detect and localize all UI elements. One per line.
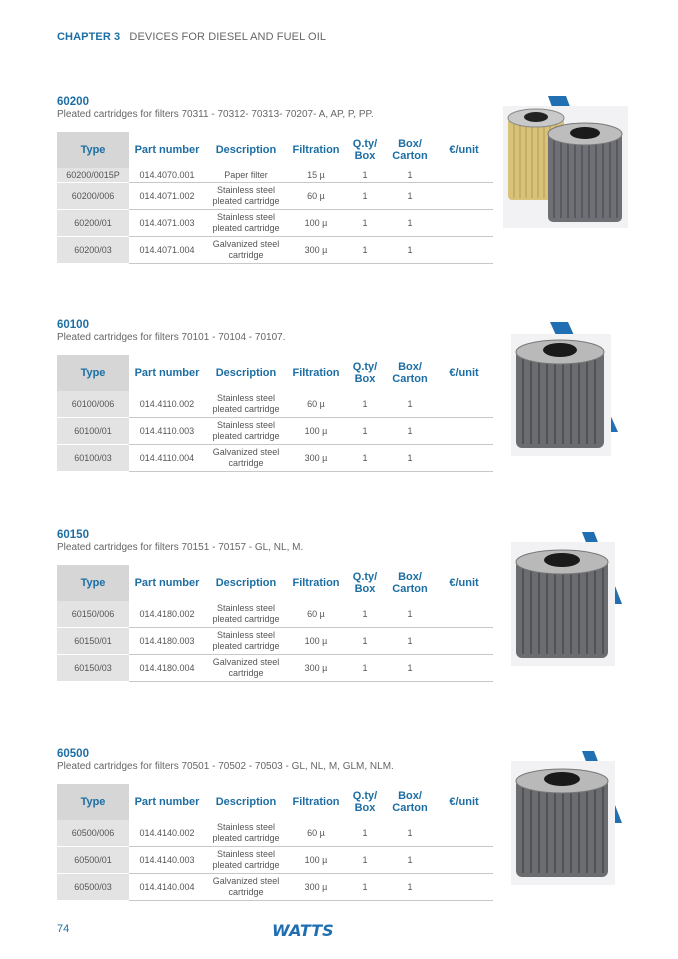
filter-cartridge-icon [500, 96, 633, 230]
description-header: Description [215, 367, 277, 379]
chapter-title: DEVICES FOR DIESEL AND FUEL OIL [129, 31, 327, 43]
filtration-cell: 300 µ [287, 445, 345, 472]
table-row [57, 183, 493, 210]
box-carton-cell: 1 [385, 183, 435, 210]
part-number-cell: 014.4140.002 [129, 820, 205, 847]
spec-table [57, 565, 493, 682]
description-cell: Stainless steel pleated cartridge [205, 418, 287, 445]
page-number: 74 [57, 923, 70, 935]
filtration-cell: 60 µ [287, 820, 345, 847]
table-row [57, 655, 493, 682]
price-cell [435, 391, 493, 418]
spec-table [57, 784, 493, 901]
price-cell [435, 874, 493, 901]
description-header: Description [215, 144, 277, 156]
table-row [57, 847, 493, 874]
filtration-cell: 100 µ [287, 628, 345, 655]
table-row [57, 391, 493, 418]
type-cell: 60100/03 [57, 445, 129, 472]
type-header: Type [57, 355, 129, 391]
section-code: 60200 [57, 96, 89, 108]
description-cell: Stainless steel pleated cartridge [205, 210, 287, 237]
type-cell: 60200/0015P [57, 168, 129, 183]
price-cell [435, 601, 493, 628]
filter-cartridge-icon [508, 322, 620, 458]
box-carton-cell: 1 [385, 820, 435, 847]
section-subtitle: Pleated cartridges for filters 70101 - 70104 - 70107. [57, 332, 286, 343]
description-cell: Stainless steel pleated cartridge [205, 628, 287, 655]
section-code: 60500 [57, 748, 89, 760]
section-code: 60100 [57, 319, 89, 331]
type-cell: 60150/03 [57, 655, 129, 682]
filtration-cell: 100 µ [287, 847, 345, 874]
box-carton-cell: 1 [385, 655, 435, 682]
filtration-cell: 300 µ [287, 237, 345, 264]
type-header: Type [57, 565, 129, 601]
box-carton-cell: 1 [385, 168, 435, 183]
table-row [57, 445, 493, 472]
qty-box-cell: 1 [345, 874, 385, 901]
price-header: €/unit [449, 144, 479, 156]
box-carton-header: Box/ Carton [392, 571, 428, 595]
table-row [57, 874, 493, 901]
box-carton-cell: 1 [385, 601, 435, 628]
table-row [57, 601, 493, 628]
part-number-header: Part number [134, 144, 200, 156]
type-cell: 60100/01 [57, 418, 129, 445]
description-cell: Galvanized steel cartridge [205, 445, 287, 472]
box-carton-cell: 1 [385, 418, 435, 445]
filter-cartridge-icon [508, 751, 624, 887]
part-number-cell: 014.4071.002 [129, 183, 205, 210]
price-cell [435, 655, 493, 682]
filtration-header: Filtration [292, 577, 340, 589]
description-header: Description [215, 796, 277, 808]
qty-box-header: Q.ty/ Box [352, 138, 378, 162]
description-cell: Stainless steel pleated cartridge [205, 601, 287, 628]
filtration-cell: 300 µ [287, 874, 345, 901]
filtration-cell: 60 µ [287, 601, 345, 628]
part-number-cell: 014.4180.002 [129, 601, 205, 628]
qty-box-header: Q.ty/ Box [352, 790, 378, 814]
box-carton-cell: 1 [385, 210, 435, 237]
type-cell: 60200/01 [57, 210, 129, 237]
filtration-cell: 15 µ [287, 168, 345, 183]
qty-box-cell: 1 [345, 168, 385, 183]
box-carton-cell: 1 [385, 237, 435, 264]
filter-cartridge-icon [508, 532, 624, 668]
description-cell: Stainless steel pleated cartridge [205, 391, 287, 418]
description-cell: Stainless steel pleated cartridge [205, 183, 287, 210]
part-number-cell: 014.4180.003 [129, 628, 205, 655]
filtration-header: Filtration [292, 367, 340, 379]
spec-table [57, 355, 493, 472]
part-number-cell: 014.4070.001 [129, 168, 205, 183]
part-number-cell: 014.4140.003 [129, 847, 205, 874]
description-cell: Stainless steel pleated cartridge [205, 820, 287, 847]
qty-box-cell: 1 [345, 628, 385, 655]
box-carton-cell: 1 [385, 874, 435, 901]
qty-box-cell: 1 [345, 237, 385, 264]
box-carton-cell: 1 [385, 391, 435, 418]
section-subtitle: Pleated cartridges for filters 70501 - 70502 - 70503 - GL, NL, M, GLM, NLM. [57, 761, 394, 772]
price-cell [435, 418, 493, 445]
table-row [57, 168, 493, 183]
part-number-cell: 014.4071.004 [129, 237, 205, 264]
price-cell [435, 210, 493, 237]
type-cell: 60150/006 [57, 601, 129, 628]
type-cell: 60500/006 [57, 820, 129, 847]
price-cell [435, 183, 493, 210]
qty-box-cell: 1 [345, 418, 385, 445]
chapter-number: CHAPTER 3 [57, 31, 121, 43]
spec-table [57, 132, 493, 264]
type-cell: 60150/01 [57, 628, 129, 655]
table-row [57, 820, 493, 847]
type-cell: 60100/006 [57, 391, 129, 418]
type-header: Type [57, 784, 129, 820]
type-cell: 60500/03 [57, 874, 129, 901]
watts-logo-icon [272, 920, 358, 940]
part-number-header: Part number [134, 367, 200, 379]
filtration-cell: 60 µ [287, 183, 345, 210]
section-subtitle: Pleated cartridges for filters 70311 - 70312- 70313- 70207- A, AP, P, PP. [57, 109, 374, 120]
table-row [57, 210, 493, 237]
part-number-cell: 014.4110.004 [129, 445, 205, 472]
box-carton-header: Box/ Carton [392, 361, 428, 385]
filtration-cell: 300 µ [287, 655, 345, 682]
qty-box-cell: 1 [345, 210, 385, 237]
svg-text:WATTS: WATTS [272, 921, 334, 940]
type-cell: 60200/006 [57, 183, 129, 210]
filtration-header: Filtration [292, 144, 340, 156]
qty-box-cell: 1 [345, 183, 385, 210]
qty-box-header: Q.ty/ Box [352, 571, 378, 595]
description-header: Description [215, 577, 277, 589]
filtration-cell: 60 µ [287, 391, 345, 418]
price-header: €/unit [449, 577, 479, 589]
qty-box-cell: 1 [345, 655, 385, 682]
box-carton-cell: 1 [385, 445, 435, 472]
qty-box-cell: 1 [345, 847, 385, 874]
price-header: €/unit [449, 367, 479, 379]
part-number-cell: 014.4071.003 [129, 210, 205, 237]
description-cell: Galvanized steel cartridge [205, 237, 287, 264]
part-number-cell: 014.4110.003 [129, 418, 205, 445]
box-carton-cell: 1 [385, 628, 435, 655]
part-number-cell: 014.4180.004 [129, 655, 205, 682]
qty-box-cell: 1 [345, 391, 385, 418]
type-cell: 60500/01 [57, 847, 129, 874]
price-cell [435, 820, 493, 847]
description-cell: Galvanized steel cartridge [205, 874, 287, 901]
description-cell: Galvanized steel cartridge [205, 655, 287, 682]
part-number-cell: 014.4110.002 [129, 391, 205, 418]
price-cell [435, 237, 493, 264]
price-cell [435, 168, 493, 183]
type-header: Type [57, 132, 129, 168]
filtration-cell: 100 µ [287, 418, 345, 445]
qty-box-cell: 1 [345, 601, 385, 628]
part-number-cell: 014.4140.004 [129, 874, 205, 901]
section-code: 60150 [57, 529, 89, 541]
price-cell [435, 628, 493, 655]
table-row [57, 237, 493, 264]
box-carton-header: Box/ Carton [392, 790, 428, 814]
filtration-cell: 100 µ [287, 210, 345, 237]
section-subtitle: Pleated cartridges for filters 70151 - 70157 - GL, NL, M. [57, 542, 304, 553]
box-carton-cell: 1 [385, 847, 435, 874]
price-header: €/unit [449, 796, 479, 808]
chapter-header [57, 31, 326, 43]
price-cell [435, 847, 493, 874]
box-carton-header: Box/ Carton [392, 138, 428, 162]
description-cell: Stainless steel pleated cartridge [205, 847, 287, 874]
table-row [57, 628, 493, 655]
description-cell: Paper filter [205, 168, 287, 183]
table-row [57, 418, 493, 445]
filtration-header: Filtration [292, 796, 340, 808]
part-number-header: Part number [134, 796, 200, 808]
qty-box-header: Q.ty/ Box [352, 361, 378, 385]
price-cell [435, 445, 493, 472]
qty-box-cell: 1 [345, 820, 385, 847]
type-cell: 60200/03 [57, 237, 129, 264]
part-number-header: Part number [134, 577, 200, 589]
qty-box-cell: 1 [345, 445, 385, 472]
